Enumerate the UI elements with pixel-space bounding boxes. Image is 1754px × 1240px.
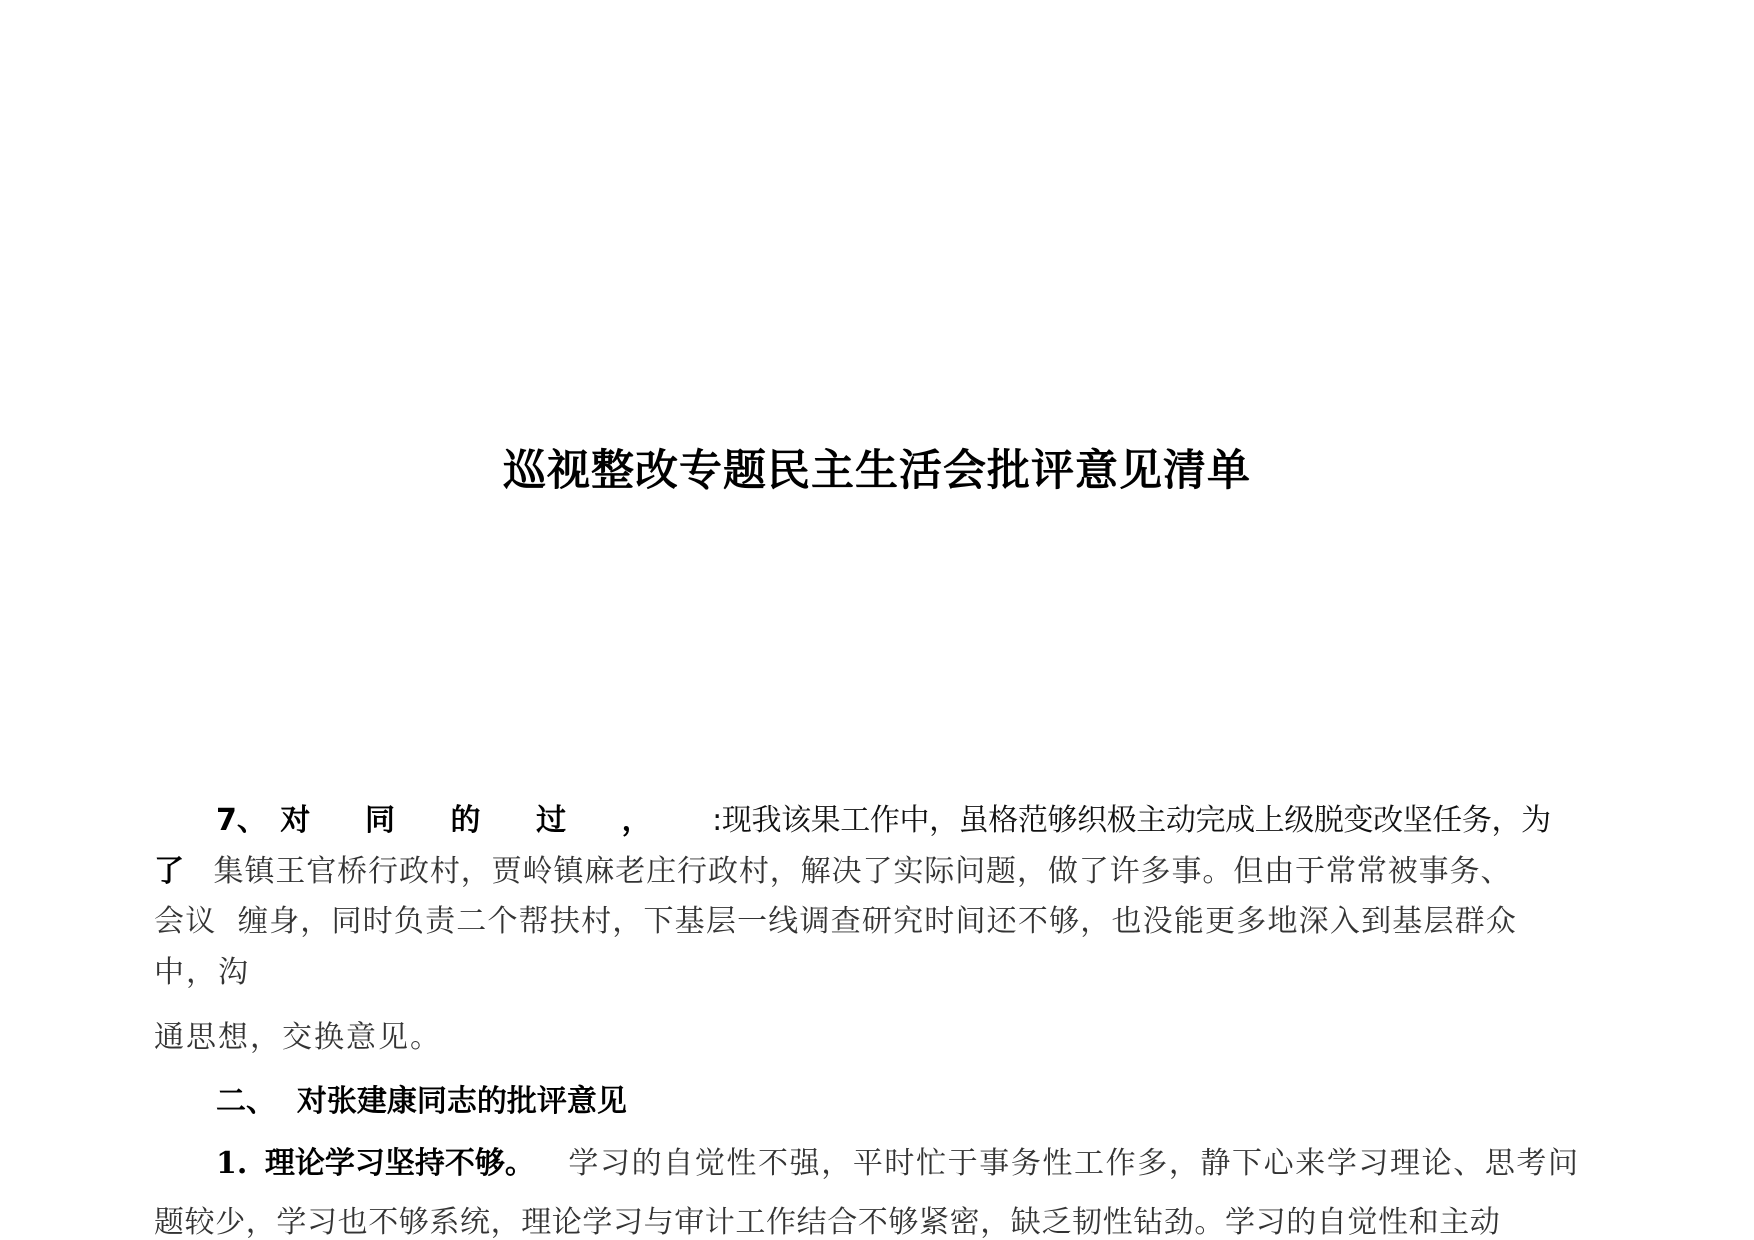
para7-heading-char: 过 (536, 803, 567, 838)
section2-heading: 二、 对张建康同志的批评意见 (216, 1084, 627, 1119)
para7-line3: 会议 缠身，同时负责二个帮扶村，下基层一线调查研究时间还不够，也没能更多地深入到基层群众 (154, 904, 1518, 939)
para7-heading-char: ， (621, 803, 652, 838)
item1-number: 1. (216, 1146, 248, 1181)
para7-line4: 中，沟 (154, 955, 250, 990)
item1-lead: 理论学习坚持不够。 (264, 1146, 535, 1181)
para7-heading-char: 同 (364, 803, 395, 838)
para7-line5: 通思想，交换意见。 (154, 1020, 442, 1055)
para7-colon-text: :现我该果工作中，虽格范够织极主动完成上级脱变改坚任务，为 (712, 803, 1551, 838)
para7-heading-char: 的 (450, 803, 481, 838)
para7-line2 (154, 854, 1512, 889)
para7-line2-lead: 了 (154, 854, 184, 889)
document-title: 巡视整改专题民主生活会批评意见清单 (503, 446, 1251, 496)
item1-line1-rest: 学习的自觉性不强，平时忙于事务性工作多，静下心来学习理论、思考问 (568, 1146, 1580, 1181)
item1-line1 (216, 1146, 1580, 1181)
para7-heading-char: 对 (280, 803, 311, 838)
para7-number: 7、 (216, 803, 267, 838)
para7-line2-rest: 集镇王官桥行政村，贾岭镇麻老庄行政村，解决了实际问题，做了许多事。但由于常常被事务、 (213, 854, 1512, 889)
item1-line2: 题较少，学习也不够系统，理论学习与审计工作结合不够紧密，缺乏韧性钻劲。学习的自觉性和主动 (154, 1205, 1501, 1240)
para7-line1 (216, 803, 1551, 838)
